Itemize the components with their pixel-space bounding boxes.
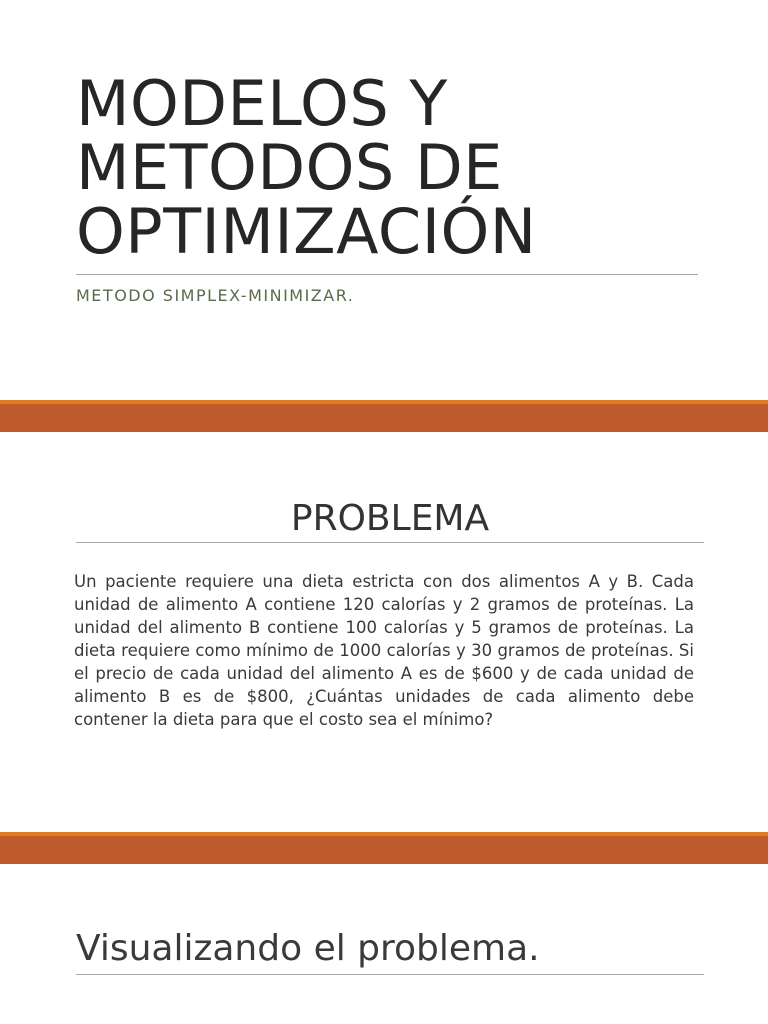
problem-statement: Un paciente requiere una dieta estricta con dos alimentos A y B. Cada unidad de alimento A contiene 120 calorías y 2 gramos de proteínas. La unidad del alimento B contiene 100 calorías y 5 gramos de proteínas. La dieta requiere como mínimo de 1000 calorías y 30 gramos de proteínas. Si el precio de cada unidad del alimento A es de $600 y de cada unidad de alimento B es de $800, ¿Cuántas unidades de cada alimento debe contener la dieta para que el costo sea el mínimo? xyxy=(74,572,694,729)
presentation-subtitle: METODO SIMPLEX-MINIMIZAR. xyxy=(76,286,355,305)
presentation-title: MODELOS Y METODOS DE OPTIMIZACIÓN xyxy=(76,67,537,268)
heading-divider xyxy=(76,974,704,975)
slide-separator xyxy=(0,400,768,432)
slide-separator xyxy=(0,832,768,864)
slide-problem xyxy=(0,432,768,832)
problem-heading: PROBLEMA xyxy=(290,498,490,539)
heading-divider xyxy=(76,542,704,543)
slide-title xyxy=(0,0,768,400)
slide-visualize xyxy=(0,864,768,1024)
title-divider xyxy=(76,274,698,275)
visualize-heading: Visualizando el problema. xyxy=(76,928,540,969)
